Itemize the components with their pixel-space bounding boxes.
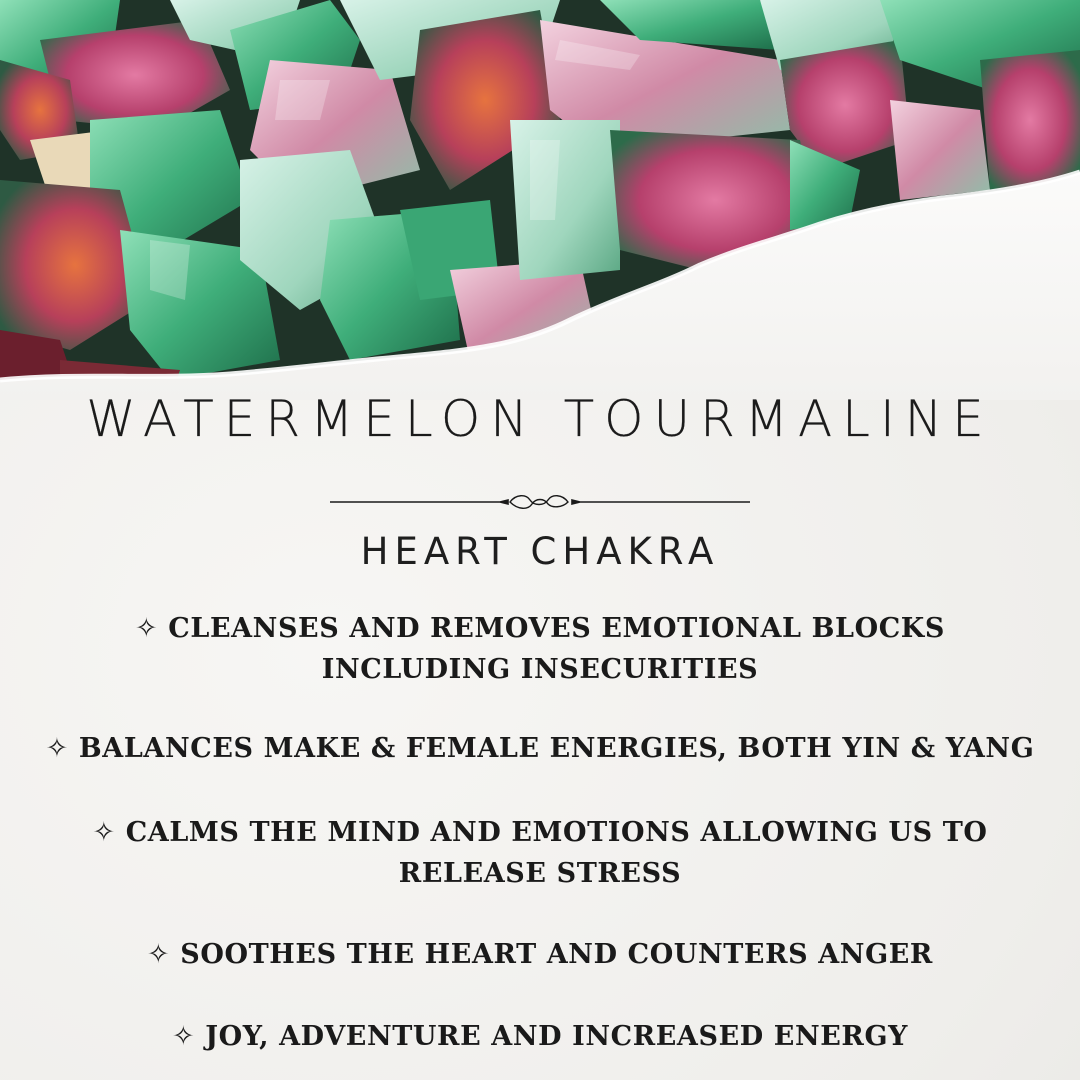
benefit-item: ✧ CLEANSES AND REMOVES EMOTIONAL BLOCKS INCLUDING INSECURITIES: [40, 608, 1040, 690]
sparkle-icon: ✧: [147, 939, 171, 970]
benefit-item: ✧ SOOTHES THE HEART AND COUNTERS ANGER: [40, 934, 1040, 975]
ornamental-divider: [330, 492, 750, 512]
benefit-item: ✧ BALANCES MAKE & FEMALE ENERGIES, BOTH YIN & YANG: [40, 728, 1040, 769]
title: WATERMELON TOURMALINE: [86, 390, 994, 448]
subtitle: HEART CHAKRA: [360, 530, 720, 573]
crystal-photo-image: [0, 0, 1080, 400]
benefit-item: ✧ JOY, ADVENTURE AND INCREASED ENERGY: [40, 1016, 1040, 1057]
benefit-item: ✧ CALMS THE MIND AND EMOTIONS ALLOWING US TO RELEASE STRESS: [40, 812, 1040, 894]
sparkle-icon: ✧: [135, 613, 159, 644]
sparkle-icon: ✧: [45, 733, 69, 764]
sparkle-icon: ✧: [172, 1021, 196, 1052]
sparkle-icon: ✧: [92, 817, 116, 848]
